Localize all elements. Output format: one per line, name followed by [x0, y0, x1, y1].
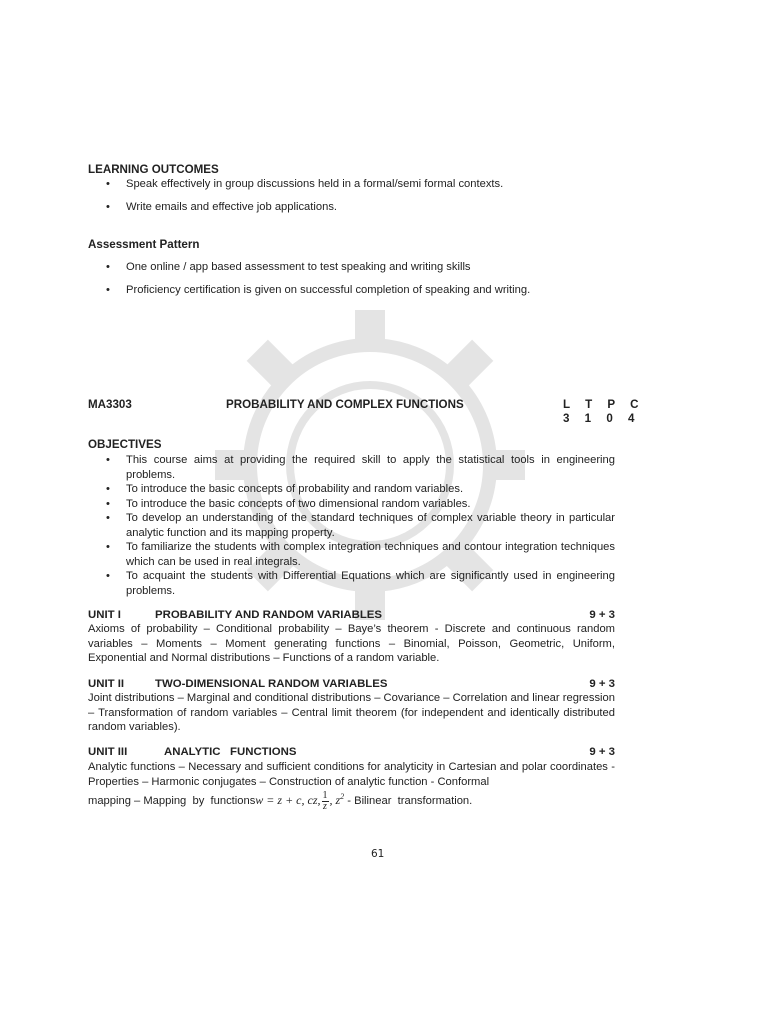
list-item: • To introduce the basic concepts of two dimensional random variables.	[88, 497, 615, 512]
formula-exponent: 2	[340, 792, 345, 801]
unit-1-text: Axioms of probability – Conditional probability – Baye’s theorem - Discrete and continuous random variables – Moments – Moment generating functions – Binomial, Poisson, Geometric, Uniform, Exponential and Normal distributions – Functions of a random variable.	[88, 623, 615, 664]
formula-main: w = z + c, cz,	[255, 793, 321, 807]
list-item: • Speak effectively in group discussions held in a formal/semi formal contexts.	[88, 177, 648, 192]
unit-label: UNIT II	[88, 678, 125, 690]
list-item: • Write emails and effective job applications.	[88, 200, 648, 215]
assessment-pattern-heading: Assessment Pattern	[88, 238, 200, 251]
objectives-heading: OBJECTIVES	[88, 438, 162, 451]
learning-outcomes-list	[88, 177, 648, 215]
unit-hours: 9 + 3	[589, 609, 615, 621]
list-item: • To develop an understanding of the standard techniques of complex variable theory in particular analytic function and its mapping property.	[88, 511, 615, 540]
list-item: • To acquaint the students with Differential Equations which are significantly used in engineering problems.	[88, 569, 615, 598]
mapping-prefix: mapping – Mapping by functions	[88, 795, 256, 807]
unit-hours: 9 + 3	[589, 746, 615, 758]
list-item: • This course aims at providing the required skill to apply the statistical tools in engineering problems.	[88, 453, 615, 482]
list-item: • To familiarize the students with complex integration techniques and contour integration techniques which can be used in real integrals.	[88, 540, 615, 569]
unit-label: UNIT I	[88, 609, 121, 621]
unit-1-header	[88, 608, 615, 623]
list-item: • One online / app based assessment to test speaking and writing skills	[88, 260, 648, 275]
formula-tail: , z	[329, 793, 341, 807]
unit-hours: 9 + 3	[589, 678, 615, 690]
learning-outcomes-heading: LEARNING OUTCOMES	[88, 163, 219, 176]
formula-fraction	[322, 791, 329, 812]
unit-3-mapping-line	[88, 790, 615, 812]
ltpc-labels: L T P C	[563, 398, 645, 411]
unit-title: PROBABILITY AND RANDOM VARIABLES	[155, 609, 382, 621]
assessment-list	[88, 260, 648, 298]
fraction-denominator: z	[323, 800, 327, 812]
unit-2-header	[88, 677, 615, 692]
mapping-suffix: - Bilinear transformation.	[344, 795, 473, 807]
course-code: MA3303	[88, 398, 132, 411]
unit-title: TWO-DIMENSIONAL RANDOM VARIABLES	[155, 678, 388, 690]
ltpc-values: 3 1 0 4	[563, 412, 641, 425]
list-item: • Proficiency certification is given on successful completion of speaking and writing.	[88, 283, 648, 298]
unit-2-text: Joint distributions – Marginal and conditional distributions – Covariance – Correlation and linear regression – Transformation of random variables – Central limit theorem (for independent and identically distributed random variables).	[88, 692, 615, 733]
unit-3-header	[88, 745, 615, 760]
page-number: 61	[371, 848, 385, 860]
objectives-list	[88, 453, 615, 598]
list-item: • To introduce the basic concepts of probability and random variables.	[88, 482, 615, 497]
unit-label: UNIT III	[88, 746, 128, 758]
mapping-formula	[255, 789, 345, 812]
fraction-numerator: 1	[322, 789, 328, 801]
course-title: PROBABILITY AND COMPLEX FUNCTIONS	[226, 398, 464, 411]
unit-3-text: Analytic functions – Necessary and sufficient conditions for analyticity in Cartesian and polar coordinates - Properties – Harmonic conjugates – Construction of analytic function - Conformal	[88, 761, 615, 788]
unit-title: ANALYTIC FUNCTIONS	[164, 746, 297, 758]
